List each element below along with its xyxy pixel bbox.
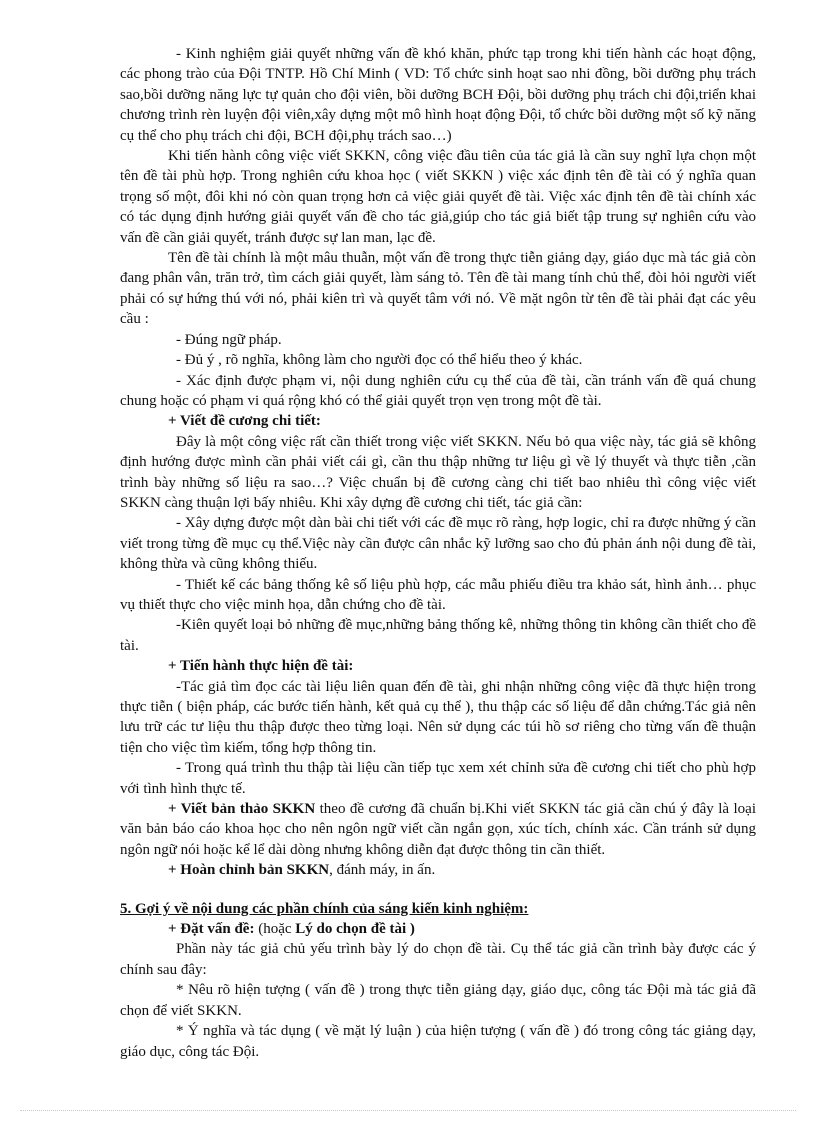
requirement-item: - Đúng ngữ pháp.: [176, 331, 282, 348]
paragraph-finalize: [120, 860, 756, 880]
paragraph-topic-name: Tên đề tài chính là một mâu thuẫn, một vấn đề trong thực tiễn giảng dạy, giáo dục mà tác giả còn đang phân vân, trăn trở, tìm cách giải quyết, làm sáng tỏ. Tên đề tài mang tính chủ thể, đòi hỏi người viết phải có sự hứng thú với nó, phải kiên trì và quyết tâm với nó. Về mặt ngôn từ tên đề tài phải đạt các yêu cầu :: [120, 250, 756, 328]
heading-outline: + Viết đề cương chi tiết:: [168, 413, 321, 430]
finalize-title: + Hoàn chỉnh bản SKKN: [168, 862, 330, 879]
paragraph-reason: Phần này tác giả chủ yếu trình bày lý do chọn đề tài. Cụ thể tác giả cần trình bày được các ý chính sau đây:: [120, 941, 756, 978]
paragraph-draft: [120, 799, 756, 860]
document-page: [120, 44, 756, 1062]
reason-item: * Ý nghĩa và tác dụng ( về mặt lý luận ) của hiện tượng ( vấn đề ) đó trong công tác giảng dạy, giáo dục, công tác Đội.: [120, 1023, 756, 1060]
implementation-item: - Trong quá trình thu thập tài liệu cần tiếp tục xem xét chỉnh sửa đề cương chi tiết cho phù hợp với tình hình thực tế.: [120, 760, 756, 797]
outline-item: - Xây dựng được một dàn bài chi tiết với các đề mục rõ ràng, hợp logic, chỉ ra được những ý cần viết trong từng đề mục cụ thể.Việc này cần được cân nhắc kỹ lưỡng sao cho đủ phản ánh nội dung đề tài, không thừa và cũng không thiếu.: [120, 515, 756, 573]
draft-title: + Viết bản thảo SKKN: [168, 801, 316, 818]
paragraph-outline: Đây là một công việc rất cần thiết trong việc viết SKKN. Nếu bỏ qua việc này, tác giả sẽ không định hướng được mình cần phải viết cái gì, cần thu thập những tư liệu gì về lý thuyết và thực tiễn ,cần trình bày những số liệu ra sao…? Việc chuẩn bị đề cương càng chi tiết bao nhiêu thì công việc viết SKKN càng thuận lợi bấy nhiêu. Khi xây dựng đề cương chi tiết, tác giả cần:: [120, 433, 756, 511]
problem-statement-alt: Lý do chọn đề tài ): [295, 921, 415, 938]
problem-statement-alt-prefix: (hoặc: [254, 921, 296, 938]
outline-item: -Kiên quyết loại bỏ những đề mục,những bảng thống kê, những thông tin không cần thiết cho đề tài.: [120, 617, 756, 654]
page-bottom-divider: [20, 1110, 796, 1111]
problem-statement-title: + Đặt vấn đề:: [168, 921, 255, 938]
requirement-item: - Xác định được phạm vi, nội dung nghiên cứu cụ thể của đề tài, cần tránh vấn đề quá chung chung hoặc có phạm vi quá rộng khó có thể giải quyết trọn vẹn trong một đề tài.: [120, 372, 756, 409]
paragraph-topic-intro: Khi tiến hành công việc viết SKKN, công việc đầu tiên của tác giả là cần suy nghĩ lựa chọn một tên đề tài phù hợp. Trong nghiên cứu khoa học ( viết SKKN ) việc xác định tên đề tài có ý nghĩa quan trọng số một, đôi khi nó còn quan trọng hơn cả việc giải quyết đề tài. Việc xác định tên đề tài chính xác có tác dụng định hướng giải quyết vấn đề cho tác giả,giúp cho tác giả biết tập trung sự nghiên cứu vào vấn đề cần giải quyết, tránh được sự lan man, lạc đề.: [120, 148, 756, 246]
heading-implementation: + Tiến hành thực hiện đề tài:: [168, 658, 354, 675]
heading-problem-statement: [120, 919, 756, 939]
implementation-item: -Tác giả tìm đọc các tài liệu liên quan đến đề tài, ghi nhận những công việc đã thực hiện trong thực tiễn ( biện pháp, các bước tiến hành, kết quả cụ thể ), thu thập các số liệu để dẫn chứng.Tác giả nên lưu trữ các tư liệu thu thập được theo từng loại. Nên sử dụng các túi hồ sơ riêng cho từng vấn đề thuận tiện cho việc tìm kiếm, tổng hợp thông tin.: [120, 678, 756, 756]
reason-item: * Nêu rõ hiện tượng ( vấn đề ) trong thực tiễn giảng dạy, giáo dục, công tác Đội mà tác giả đã chọn để viết SKKN.: [120, 982, 756, 1019]
outline-item: - Thiết kế các bảng thống kê số liệu phù hợp, các mẫu phiếu điều tra khảo sát, hình ảnh… phục vụ thiết thực cho việc minh họa, dẫn chứng cho đề tài.: [120, 576, 756, 613]
draft-body: theo đề cương đã chuẩn bị.Khi viết SKKN tác giả cần chú ý đây là loại văn bản báo cáo khoa học cho nên ngôn ngữ viết cần ngắn gọn, xúc tích, chính xác. Cần tránh sử dụng ngôn ngữ nói hoặc kể lể dài dòng nhưng không diễn đạt được thông tin cần thiết.: [120, 801, 756, 858]
section-5-heading: 5. Gợi ý về nội dung các phần chính của sáng kiến kinh nghiệm:: [120, 900, 529, 917]
paragraph-experience: - Kinh nghiệm giải quyết những vấn đề khó khăn, phức tạp trong khi tiến hành các hoạt động, các phong trào của Đội TNTP. Hồ Chí Minh ( VD: Tổ chức sinh hoạt sao nhi đồng, bồi dưỡng phụ trách sao,bồi dưỡng năng lực tự quản cho đội viên, bồi dưỡng BCH Đội, bồi dưỡng phụ trách chi đội,triển khai chương trình rèn luyện đội viên,xây dựng một mô hình hoạt động Đội, tổ chức bồi dưỡng một số kỹ năng cụ thể cho phụ trách chi đội, BCH đội,phụ trách sao…): [120, 46, 756, 144]
finalize-body: , đánh máy, in ấn.: [329, 862, 436, 879]
requirement-item: - Đủ ý , rõ nghĩa, không làm cho người đọc có thể hiểu theo ý khác.: [176, 352, 583, 369]
